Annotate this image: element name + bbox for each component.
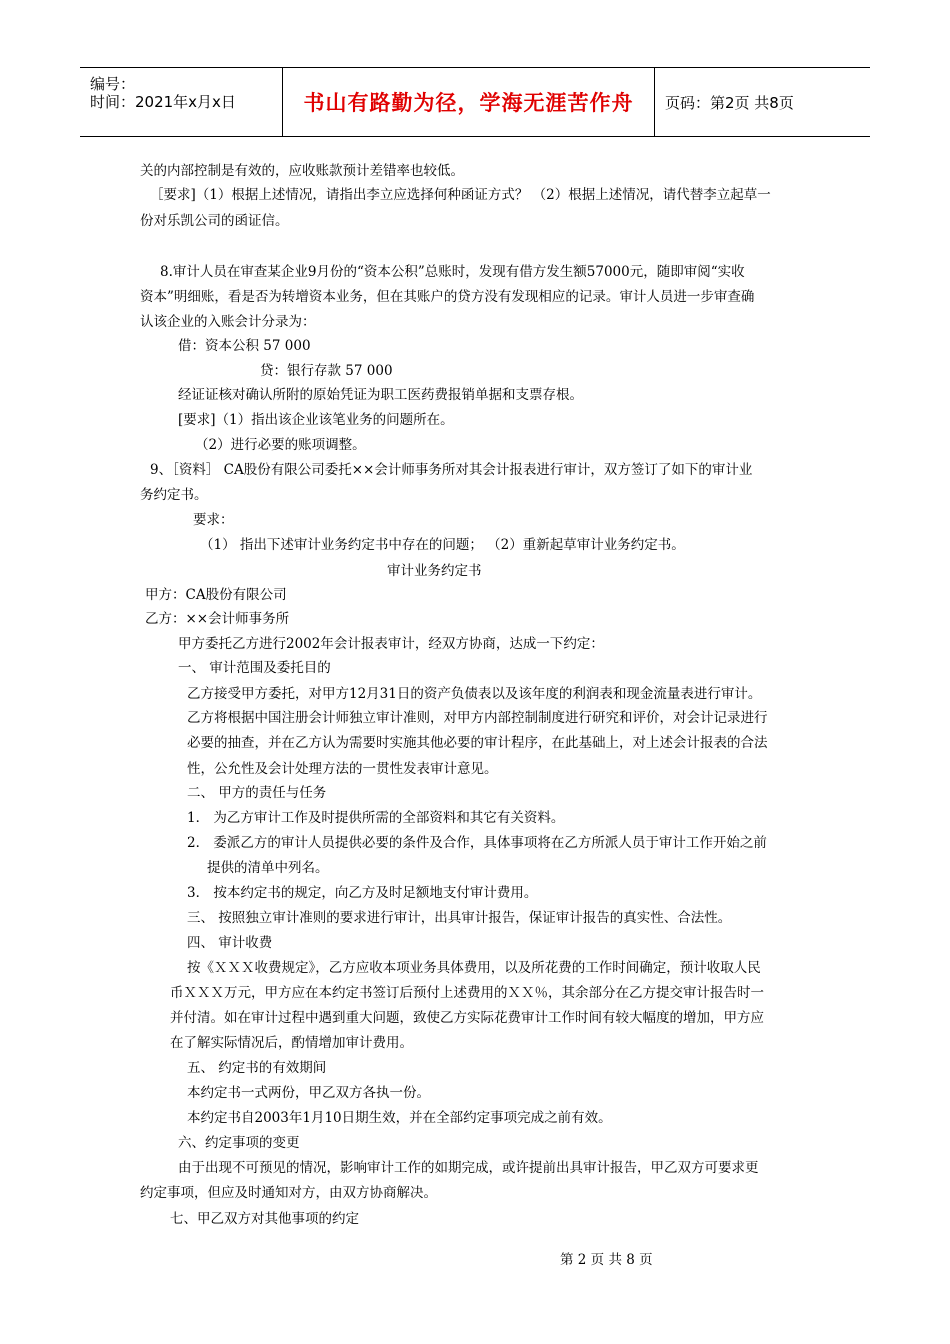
text-line: 一、 审计范围及委托目的 (178, 660, 331, 676)
text-line: 七、甲乙双方对其他事项的约定 (170, 1211, 359, 1227)
text-line: 乙方：××会计师事务所 (145, 611, 290, 627)
text-line: [要求]（1）指出该企业该笔业务的问题所在。 (178, 412, 454, 428)
text-line: 三、 按照独立审计准则的要求进行审计，出具审计报告，保证审计报告的真实性、合法性。 (187, 910, 732, 926)
text-line: 1． 为乙方审计工作及时提供所需的全部资料和其它有关资料。 (187, 810, 565, 826)
text-line: 乙方接受甲方委托，对甲方12月31日的资产负债表以及该年度的利润表和现金流量表进行审计。 (187, 686, 762, 702)
text-line: 经证证核对确认所附的原始凭证为职工医药费报销单据和支票存根。 (178, 387, 583, 403)
header-meta (80, 68, 283, 136)
text-line: 关的内部控制是有效的，应收账款预计差错率也较低。 (140, 163, 464, 179)
text-line: （2）进行必要的账项调整。 (195, 437, 366, 453)
motto: 书山有路勤为径，学海无涯苦作舟 (283, 68, 655, 136)
text-line: 贷：银行存款 57 000 (260, 363, 393, 379)
section-title: 审计业务约定书 (387, 563, 482, 579)
text-line: 提供的清单中列名。 (207, 860, 329, 876)
text-line: （1） 指出下述审计业务约定书中存在的问题； （2）重新起草审计业务约定书。 (200, 537, 685, 553)
page-info: 页码：第2页 共8页 (665, 93, 794, 112)
text-line: 借：资本公积 57 000 (178, 338, 311, 354)
text-line: 8.审计人员在审查某企业9月份的“资本公积”总账时，发现有借方发生额57000元，随即审阅“实收 (160, 264, 745, 280)
text-line: 本约定书自2003年1月10日期生效，并在全部约定事项完成之前有效。 (187, 1110, 612, 1126)
text-line: 必要的抽查，并在乙方认为需要时实施其他必要的审计程序，在此基础上，对上述会计报表的合法 (187, 735, 768, 751)
text-line: ［要求]（1）根据上述情况，请指出李立应选择何种函证方式？ （2）根据上述情况，请代替李立起草一 (150, 187, 771, 203)
text-line: 2． 委派乙方的审计人员提供必要的条件及合作，具体事项将在乙方所派人员于审计工作开始之前 (187, 835, 767, 851)
text-line: 甲方：CA股份有限公司 (145, 587, 287, 603)
date-label: 时间：2021年x月x日 (90, 93, 236, 111)
page-footer: 第 2 页 共 8 页 (560, 1252, 653, 1268)
text-line: 约定事项，但应及时通知对方，由双方协商解决。 (140, 1185, 437, 1201)
text-line: 在了解实际情况后，酌情增加审计费用。 (170, 1035, 413, 1051)
text-line: 份对乐凯公司的函证信。 (140, 213, 289, 229)
text-line: 务约定书。 (140, 487, 208, 503)
text-line: 本约定书一式两份，甲乙双方各执一份。 (187, 1085, 430, 1101)
text-line: 二、 甲方的责任与任务 (187, 785, 327, 801)
text-line: 按《ＸＸＸ收费规定》，乙方应收本项业务具体费用，以及所花费的工作时间确定，预计收取人民 (187, 960, 761, 976)
text-line: 性，公允性及会计处理方法的一贯性发表审计意见。 (187, 761, 498, 777)
text-line: 币ＸＸＸ万元，甲方应在本约定书签订后预付上述费用的ＸＸ％，其余部分在乙方提交审计报告时一 (170, 985, 764, 1001)
page-header (80, 67, 870, 137)
text-line: 六、约定事项的变更 (178, 1135, 300, 1151)
text-line: 甲方委托乙方进行2002年会计报表审计，经双方协商，达成一下约定： (178, 636, 604, 652)
text-line: 五、 约定书的有效期间 (187, 1060, 327, 1076)
number-label: 编号： (90, 75, 136, 93)
text-line: 四、 审计收费 (187, 935, 273, 951)
text-line: 由于出现不可预见的情况，影响审计工作的如期完成，或许提前出具审计报告，甲乙双方可要求更 (178, 1160, 759, 1176)
text-line: 资本”明细账，看是否为转增资本业务，但在其账户的贷方没有发现相应的记录。审计人员进一步审查确 (140, 289, 755, 305)
text-line: 认该企业的入账会计分录为： (140, 314, 316, 330)
text-line: 要求： (193, 512, 234, 528)
text-line: 9、［资料］ CA股份有限公司委托××会计师事务所对其会计报表进行审计，双方签订了如下的审计业 (150, 462, 753, 478)
text-line: 乙方将根据中国注册会计师独立审计准则，对甲方内部控制制度进行研究和评价，对会计记录进行 (187, 710, 768, 726)
text-line: 并付清。如在审计过程中遇到重大问题，致使乙方实际花费审计工作时间有较大幅度的增加，甲方应 (170, 1010, 764, 1026)
text-line: 3． 按本约定书的规定，向乙方及时足额地支付审计费用。 (187, 885, 538, 901)
